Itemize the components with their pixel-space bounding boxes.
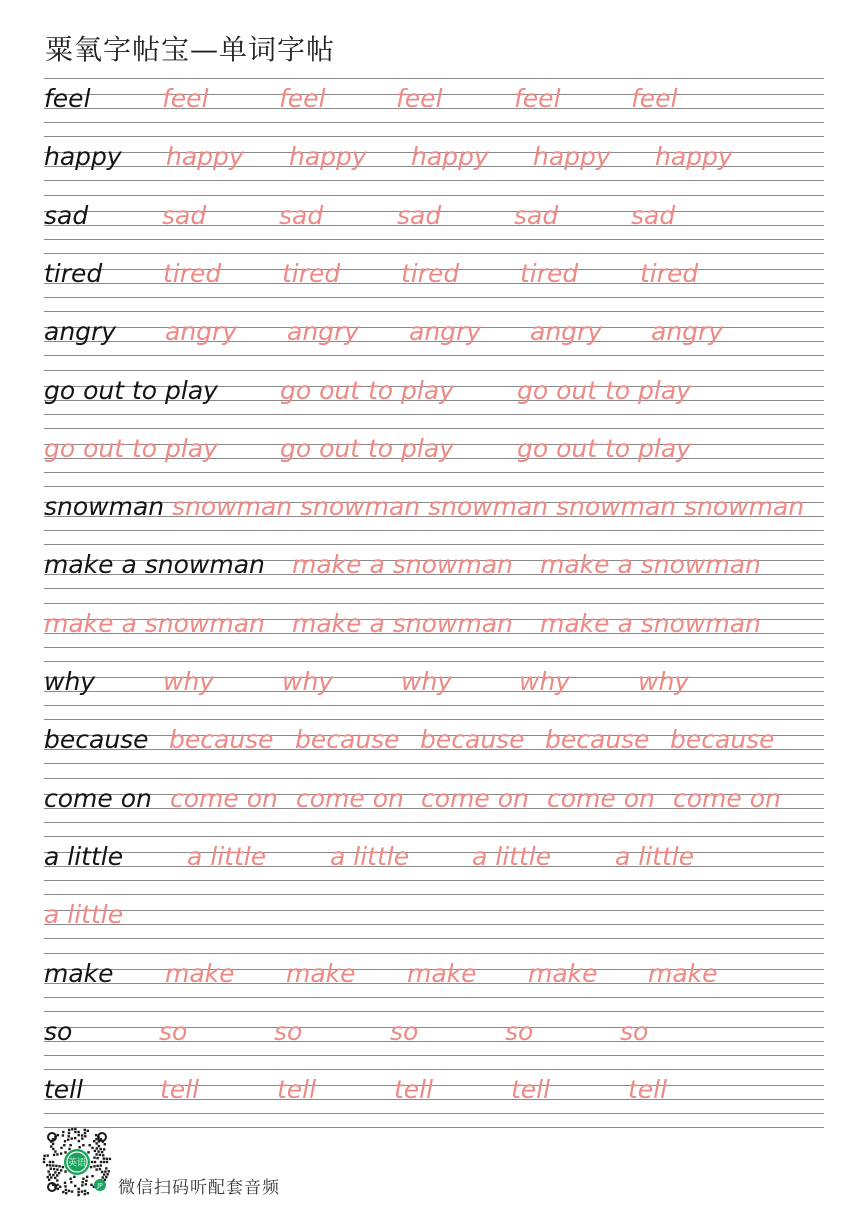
trace-word: go out to play	[280, 433, 454, 463]
practice-row	[44, 1069, 824, 1127]
guide-line	[44, 778, 824, 779]
guide-line	[44, 370, 824, 371]
guide-line	[44, 997, 824, 998]
trace-word: feel	[514, 84, 561, 113]
trace-word: because	[545, 725, 650, 755]
guide-line	[44, 866, 824, 867]
guide-line	[44, 1113, 824, 1114]
trace-word: tired	[282, 258, 341, 288]
trace-word: why	[638, 667, 690, 696]
trace-word: go out to play	[517, 433, 691, 463]
guide-line	[44, 1055, 824, 1056]
trace-word: why	[282, 667, 334, 696]
model-word: because	[44, 725, 149, 755]
trace-word: so	[505, 1016, 534, 1046]
guide-line	[44, 603, 824, 604]
guide-line	[44, 910, 824, 911]
trace-word: tired	[163, 258, 222, 288]
guide-line	[44, 472, 824, 473]
model-word: tired	[44, 258, 103, 288]
guide-line	[44, 647, 824, 648]
guide-line	[44, 852, 824, 853]
model-word: go out to play	[44, 375, 218, 405]
guide-line	[44, 924, 824, 925]
qr-badge-text: 英语	[67, 1158, 87, 1169]
guide-line	[44, 1069, 824, 1070]
model-word: why	[44, 667, 96, 696]
guide-line	[44, 822, 824, 823]
trace-word: angry	[165, 317, 238, 347]
trace-word: make	[286, 958, 356, 988]
trace-word: come on	[296, 783, 404, 813]
practice-row	[44, 719, 824, 777]
trace-word: sad	[279, 200, 324, 230]
trace-word: tired	[401, 258, 460, 288]
trace-word: feel	[162, 84, 209, 113]
trace-word: sad	[397, 200, 442, 230]
guide-line	[44, 122, 824, 123]
trace-word: snowman	[172, 492, 293, 522]
trace-word: sad	[514, 200, 559, 230]
model-word: happy	[44, 142, 122, 172]
trace-word: so	[390, 1016, 419, 1046]
guide-line	[44, 530, 824, 531]
guide-line	[44, 311, 824, 312]
practice-row	[44, 195, 824, 253]
trace-word: tired	[520, 258, 579, 288]
model-word: so	[44, 1016, 73, 1046]
trace-word: why	[401, 667, 453, 696]
model-word: feel	[44, 84, 91, 113]
trace-word: make	[528, 958, 598, 988]
practice-row	[44, 603, 824, 661]
practice-row	[44, 486, 824, 544]
trace-word: so	[620, 1016, 649, 1046]
guide-line	[44, 836, 824, 837]
guide-line	[44, 953, 824, 954]
guide-line	[44, 414, 824, 415]
trace-word: a little	[330, 841, 410, 871]
guide-line	[44, 297, 824, 298]
trace-word: a little	[187, 841, 267, 871]
qr-corner-text: JP	[97, 1182, 103, 1190]
trace-word: make	[165, 958, 235, 988]
guide-line	[44, 661, 824, 662]
guide-line	[44, 486, 824, 487]
guide-line	[44, 588, 824, 589]
trace-word: make a snowman	[44, 608, 265, 638]
trace-word: sad	[162, 200, 207, 230]
trace-word: make a snowman	[540, 608, 761, 638]
practice-row	[44, 253, 824, 311]
trace-word: angry	[409, 317, 482, 347]
model-word: snowman	[44, 492, 165, 522]
trace-word: come on	[673, 783, 781, 813]
guide-line	[44, 880, 824, 881]
practice-row	[44, 953, 824, 1011]
guide-line	[44, 1011, 824, 1012]
model-word: tell	[44, 1075, 84, 1105]
trace-word: feel	[279, 84, 326, 113]
trace-word: why	[163, 667, 215, 696]
model-word: make	[44, 958, 114, 988]
guide-line	[44, 136, 824, 137]
practice-row	[44, 136, 824, 194]
guide-line	[44, 253, 824, 254]
guide-line	[44, 938, 824, 939]
trace-word: happy	[533, 142, 611, 172]
trace-word: sad	[631, 200, 676, 230]
trace-word: feel	[631, 84, 678, 113]
trace-word: go out to play	[517, 375, 691, 405]
guide-line	[44, 763, 824, 764]
footer	[42, 1127, 342, 1199]
page-title: 粟氧字帖宝—单词字帖	[45, 33, 336, 66]
trace-word: go out to play	[280, 375, 454, 405]
guide-line	[44, 894, 824, 895]
guide-line	[44, 705, 824, 706]
trace-word: make a snowman	[540, 550, 761, 580]
trace-word: tell	[628, 1075, 668, 1105]
guide-line	[44, 719, 824, 720]
trace-word: angry	[651, 317, 724, 347]
trace-word: so	[159, 1016, 188, 1046]
trace-word: happy	[166, 142, 244, 172]
trace-word: tired	[640, 258, 699, 288]
practice-row	[44, 544, 824, 602]
trace-word: come on	[547, 783, 655, 813]
practice-row	[44, 1011, 824, 1069]
practice-row	[44, 311, 824, 369]
model-word: a little	[44, 841, 124, 871]
trace-word: come on	[170, 783, 278, 813]
guide-line	[44, 239, 824, 240]
trace-word: because	[420, 725, 525, 755]
trace-word: why	[519, 667, 571, 696]
model-word: make a snowman	[44, 550, 265, 580]
trace-word: tell	[160, 1075, 200, 1105]
trace-word: come on	[421, 783, 529, 813]
model-word: angry	[44, 317, 117, 347]
trace-word: because	[169, 725, 274, 755]
guide-line	[44, 544, 824, 545]
guide-line	[44, 78, 824, 79]
practice-row	[44, 778, 824, 836]
trace-word: because	[670, 725, 775, 755]
trace-word: happy	[411, 142, 489, 172]
trace-word: angry	[287, 317, 360, 347]
qr-code-icon	[42, 1127, 112, 1197]
practice-row	[44, 894, 824, 952]
trace-word: go out to play	[44, 433, 218, 463]
practice-row	[44, 78, 824, 136]
practice-row	[44, 370, 824, 428]
trace-word: snowman	[300, 492, 421, 522]
guide-line	[44, 355, 824, 356]
trace-word: happy	[655, 142, 733, 172]
guide-line	[44, 195, 824, 196]
trace-word: a little	[44, 900, 124, 930]
trace-word: because	[295, 725, 400, 755]
practice-row	[44, 428, 824, 486]
trace-word: a little	[615, 841, 695, 871]
trace-word: a little	[472, 841, 552, 871]
trace-word: so	[274, 1016, 303, 1046]
guide-line	[44, 428, 824, 429]
trace-word: feel	[396, 84, 443, 113]
footer-text: 微信扫码听配套音频	[118, 1178, 280, 1198]
trace-word: make a snowman	[292, 608, 513, 638]
trace-word: tell	[277, 1075, 317, 1105]
trace-word: snowman	[684, 492, 805, 522]
trace-word: make a snowman	[292, 550, 513, 580]
practice-row	[44, 836, 824, 894]
trace-word: make	[648, 958, 718, 988]
trace-word: make	[407, 958, 477, 988]
trace-word: snowman	[428, 492, 549, 522]
guide-line	[44, 180, 824, 181]
trace-word: angry	[530, 317, 603, 347]
model-word: sad	[44, 200, 89, 230]
trace-word: tell	[511, 1075, 551, 1105]
trace-word: happy	[289, 142, 367, 172]
trace-word: tell	[394, 1075, 434, 1105]
model-word: come on	[44, 783, 152, 813]
trace-word: snowman	[556, 492, 677, 522]
practice-row	[44, 661, 824, 719]
